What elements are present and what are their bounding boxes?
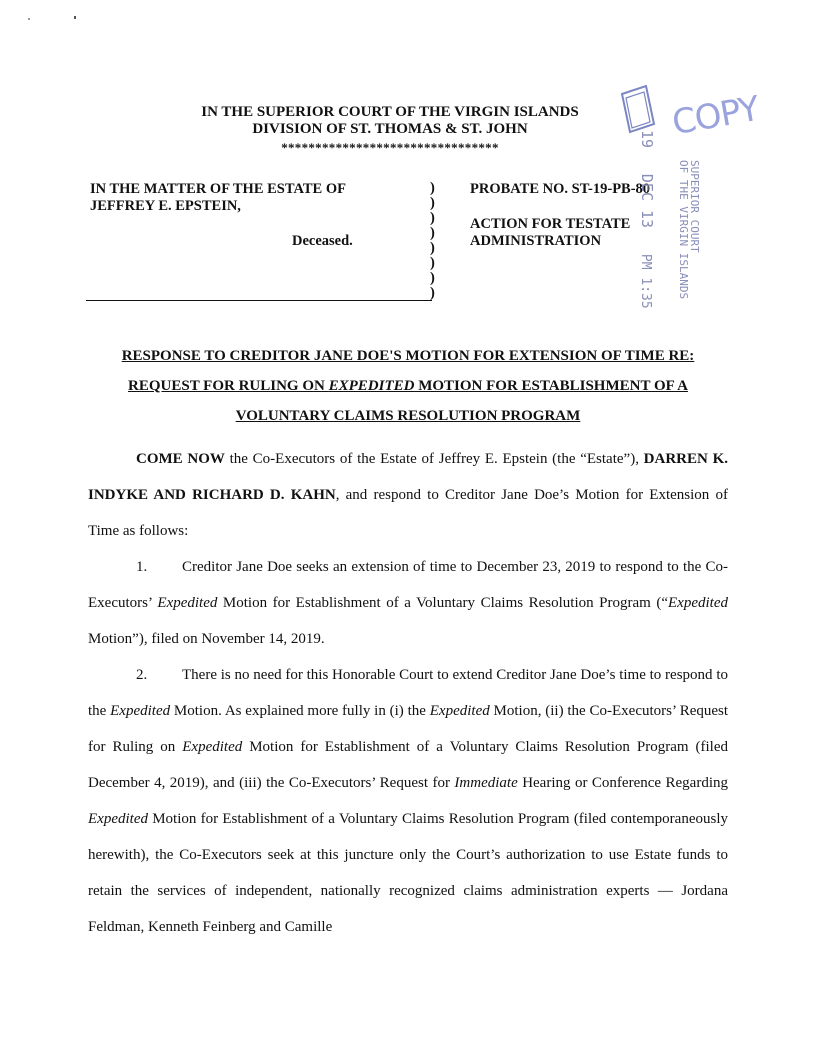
intro-text: , and respond to Creditor Jane Doe’s Motion for Extension of Time as follows:	[88, 487, 728, 539]
probate-number: PROBATE NO. ST-19-PB-80	[470, 181, 651, 197]
para-emphasis: Immediate	[454, 775, 518, 791]
para-emphasis: Expedited	[88, 811, 148, 827]
para-text: Motion”), filed on November 14, 2019.	[88, 631, 325, 647]
para-text: Motion for Establishment of a Voluntary Claims Resolution Program (filed contemporaneously herewith), the Co-Executors seek at this juncture only the Court’s authorization to use Estate funds to retain the services of independent, nationally recognized claims administration experts — Jordana Feldman, Kenneth Feinberg and Camille	[88, 811, 728, 935]
intro-paragraph	[88, 441, 728, 549]
action-line-2: ADMINISTRATION	[470, 233, 602, 249]
para-emphasis: Expedited	[429, 703, 490, 719]
document-body	[88, 441, 728, 945]
copy-stamp: COPY	[669, 88, 762, 144]
filing-stamp	[638, 128, 720, 309]
come-now: COME NOW	[136, 451, 225, 467]
title-text: REQUEST FOR RULING ON	[128, 378, 329, 394]
paren: )	[430, 270, 435, 286]
para-text: Motion for Establishment of a Voluntary Claims Resolution Program (“	[217, 595, 668, 611]
stamp-court-line-1: SUPERIOR COURT	[688, 160, 701, 253]
court-name: IN THE SUPERIOR COURT OF THE VIRGIN ISLANDS	[201, 104, 579, 120]
star-divider: ********************************	[281, 140, 499, 155]
title-text: MOTION FOR ESTABLISHMENT OF A	[414, 378, 688, 394]
matter-line-2: JEFFREY E. EPSTEIN,	[90, 198, 241, 214]
scan-speck	[74, 16, 76, 19]
para-emphasis: Expedited	[110, 703, 171, 719]
paren: )	[430, 240, 435, 256]
para-emphasis: Expedited	[182, 739, 243, 755]
title-emphasis: EXPEDITED	[328, 378, 415, 394]
paren: )	[430, 195, 435, 211]
document-title-line-2	[70, 378, 746, 395]
paren: )	[430, 285, 435, 301]
paragraph-2	[88, 657, 728, 945]
action-line-1: ACTION FOR TESTATE	[470, 216, 631, 232]
paren: )	[430, 210, 435, 226]
para-text: There is no need for this Honorable Court to extend Creditor Jane Doe’s time to respond to the	[88, 667, 728, 719]
stamp-year: 19	[638, 130, 656, 149]
para-text: Hearing or Conference Regarding	[517, 775, 728, 791]
para-emphasis: Expedited	[668, 595, 728, 611]
caption-parentheses	[430, 181, 440, 301]
stamp-court-line-2: OF THE VIRGIN ISLANDS	[677, 160, 690, 300]
co-executor-names: DARREN K. INDYKE AND RICHARD D. KAHN	[88, 451, 728, 503]
scan-speck	[28, 18, 30, 20]
court-division: DIVISION OF ST. THOMAS & ST. JOHN	[252, 121, 528, 137]
matter-line-1: IN THE MATTER OF THE ESTATE OF	[90, 181, 346, 197]
para-text: Motion for Establishment of a Voluntary Claims Resolution Program (filed December 4, 2019), and (iii) the Co-Executors’ Request for	[88, 739, 728, 791]
stamp-date: DEC 13	[638, 173, 656, 229]
para-emphasis: Expedited	[157, 595, 218, 611]
stamp-time: PM 1:35	[638, 253, 653, 309]
paren: )	[430, 255, 435, 271]
intro-text: the Co-Executors of the Estate of Jeffrey E. Epstein (the “Estate”),	[224, 451, 644, 467]
para-text: Motion. As explained more fully in (i) the	[170, 703, 430, 719]
caption-rule	[86, 300, 432, 301]
deceased-label: Deceased.	[292, 233, 353, 249]
document-title-line-3: VOLUNTARY CLAIMS RESOLUTION PROGRAM	[235, 408, 581, 424]
paren: )	[430, 180, 435, 196]
paren: )	[430, 225, 435, 241]
document-title-line-1: RESPONSE TO CREDITOR JANE DOE'S MOTION FOR EXTENSION OF TIME RE:	[121, 348, 695, 364]
paragraph-1	[88, 549, 728, 657]
para-text: Creditor Jane Doe seeks an extension of time to December 23, 2019 to respond to the Co-Executors’	[88, 559, 728, 611]
paragraph-number: 1.	[136, 559, 148, 575]
para-text: Motion, (ii) the Co-Executors’ Request for Ruling on	[88, 703, 729, 755]
paragraph-number: 2.	[136, 667, 148, 683]
